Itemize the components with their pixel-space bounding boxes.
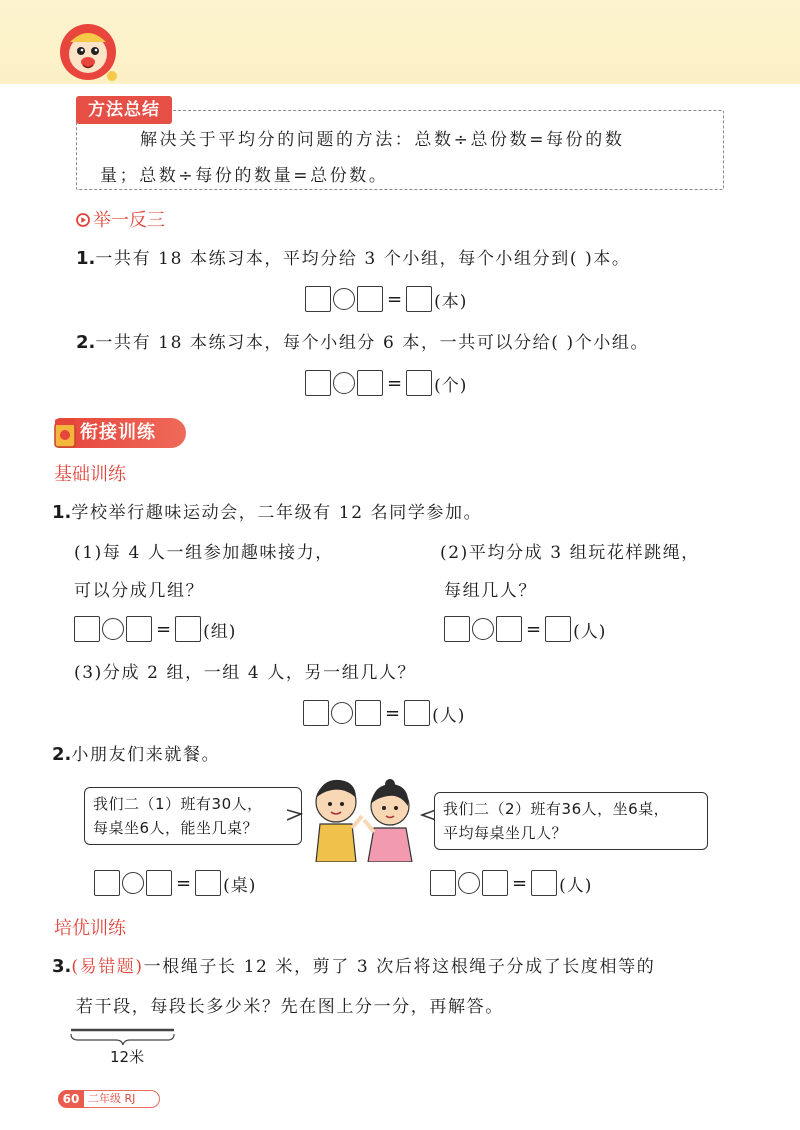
practice-question-2 [76,330,649,356]
question-text: 一共有 18 本练习本，每个小组分 6 本，一共可以分给( )个小组。 [95,333,650,353]
method-line-2: 量；总数÷每份的数量=总份数。 [100,166,389,186]
answer-box[interactable] [74,616,100,642]
answer-equation-q1-3 [303,698,465,728]
answer-box[interactable] [195,870,221,896]
bubble-left-line-2: 每桌坐6人，能坐几桌？ [93,819,259,837]
question-number: 1. [76,248,96,269]
practice-heading: 举一反三 [93,210,165,231]
unit-label: (组) [203,621,237,642]
lion-mascot-icon [56,18,122,84]
play-circle-icon [76,213,90,227]
sub-question-1-line-1: (1)每 4 人一组参加趣味接力， [74,543,334,563]
question-number: 2. [52,744,72,765]
page-number: 60 [58,1090,84,1108]
operator-circle[interactable] [333,372,355,394]
answer-box[interactable] [126,616,152,642]
equals-sign: = [512,872,528,894]
operator-circle[interactable] [458,872,480,894]
rope-diagram [68,1026,178,1046]
operator-circle[interactable] [122,872,144,894]
answer-box[interactable] [482,870,508,896]
answer-box[interactable] [545,616,571,642]
question-3-line-2: 若干段，每段长多少米？先在图上分一分，再解答。 [76,997,504,1017]
bubble-right-line-2: 平均每桌坐几人？ [443,824,568,842]
answer-box[interactable] [357,370,383,396]
speech-bubble-left [84,787,302,845]
bubble-right-line-1: 我们二（2）班有36人，坐6桌， [443,800,670,818]
answer-box[interactable] [404,700,430,726]
operator-circle[interactable] [472,618,494,640]
question-number: 1. [52,502,72,523]
answer-box[interactable] [496,616,522,642]
answer-box[interactable] [357,286,383,312]
training-question-3 [52,954,655,980]
answer-equation-2 [305,368,467,398]
answer-box[interactable] [305,370,331,396]
answer-box[interactable] [146,870,172,896]
question-text-line-1: 一根绳子长 12 米，剪了 3 次后将这根绳子分成了长度相等的 [143,957,656,977]
bubble-left-line-1: 我们二（1）班有30人， [93,795,263,813]
unit-label: (个) [434,375,468,396]
training-question-2 [52,742,220,768]
rope-length-label: 12米 [110,1048,145,1066]
trophy-can-icon [52,415,78,449]
question-number: 2. [76,332,96,353]
operator-circle[interactable] [333,288,355,310]
bubble-left-tail [287,808,303,824]
unit-label: (桌) [223,875,257,896]
question-text: 小朋友们来就餐。 [71,745,221,765]
answer-box[interactable] [175,616,201,642]
answer-box[interactable] [406,286,432,312]
operator-circle[interactable] [331,702,353,724]
unit-label: (人) [559,875,593,896]
advanced-training-heading: 培优训练 [54,918,126,939]
equals-sign: = [387,372,403,394]
method-line-1: 解决关于平均分的问题的方法：总数÷总份数=每份的数 [140,130,625,150]
sub-question-2-line-1: (2)平均分成 3 组玩花样跳绳， [440,543,700,563]
answer-box[interactable] [94,870,120,896]
answer-box[interactable] [303,700,329,726]
practice-question-1 [76,246,631,272]
method-summary-tag: 方法总结 [76,96,172,124]
unit-label: (人) [573,621,607,642]
method-summary-text [92,122,710,194]
basic-training-heading: 基础训练 [54,464,126,485]
answer-box[interactable] [444,616,470,642]
equals-sign: = [387,288,403,310]
answer-equation-q2-1 [94,868,256,898]
answer-box[interactable] [355,700,381,726]
sub-question-3: (3)分成 2 组，一组 4 人，另一组几人？ [74,663,417,683]
answer-box[interactable] [406,370,432,396]
answer-equation-q1-1 [74,614,236,644]
equals-sign: = [156,618,172,640]
answer-box[interactable] [305,286,331,312]
children-illustration [302,772,422,862]
error-prone-tag: (易错题) [71,957,144,977]
equals-sign: = [526,618,542,640]
unit-label: (本) [434,291,468,312]
unit-label: (人) [432,705,466,726]
question-text: 一共有 18 本练习本，平均分给 3 个小组，每个小组分到( )本。 [95,249,631,269]
question-text: 学校举行趣味运动会，二年级有 12 名同学参加。 [71,503,483,523]
training-tag-label: 衔接训练 [80,422,156,443]
equals-sign: = [176,872,192,894]
sub-question-1-line-2: 可以分成几组？ [74,581,205,601]
answer-equation-q1-2 [444,614,606,644]
speech-bubble-right [434,792,708,850]
answer-box[interactable] [430,870,456,896]
answer-box[interactable] [531,870,557,896]
operator-circle[interactable] [102,618,124,640]
answer-equation-q2-2 [430,868,592,898]
question-number: 3. [52,956,72,977]
grade-label: 二年级 RJ [88,1092,136,1105]
equals-sign: = [385,702,401,724]
sub-question-2-line-2: 每组几人？ [444,581,537,601]
answer-equation-1 [305,284,467,314]
training-question-1 [52,500,482,526]
